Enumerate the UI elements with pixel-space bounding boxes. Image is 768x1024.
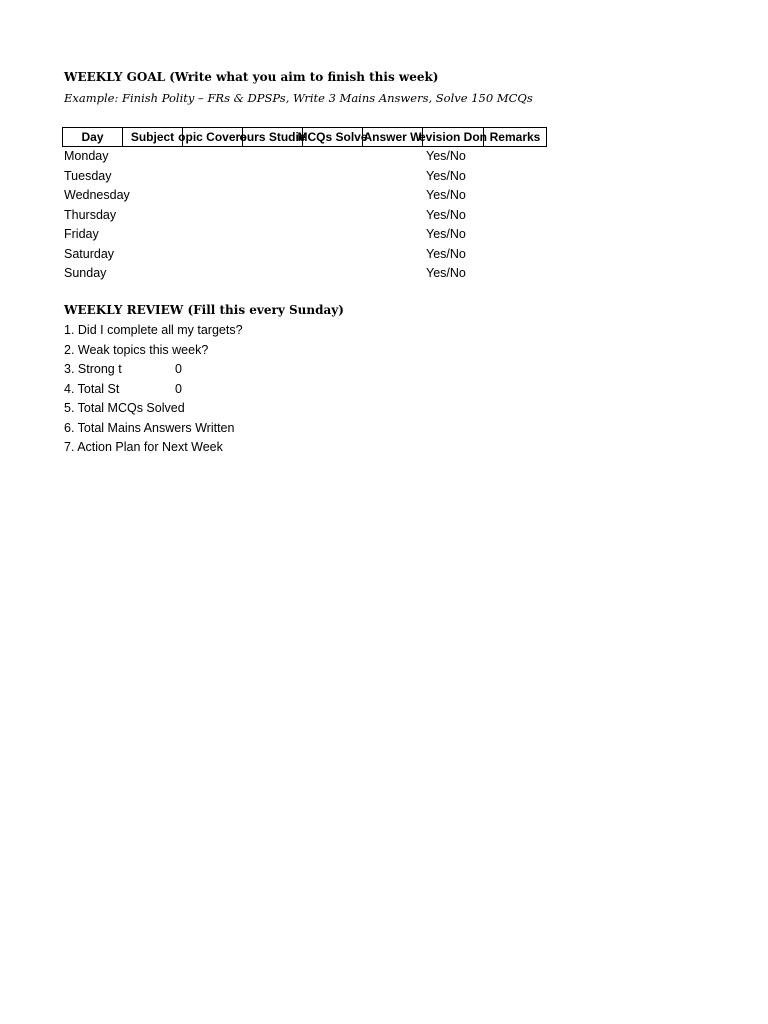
revision-cell[interactable]: Yes/No	[426, 168, 466, 183]
review-item[interactable]	[64, 438, 464, 458]
review-item[interactable]	[64, 419, 464, 439]
header-hours-studied[interactable]: ours Studie	[239, 130, 306, 144]
table-row[interactable]	[64, 206, 544, 226]
weekly-review-title: WEEKLY REVIEW (Fill this every Sunday)	[64, 303, 344, 317]
review-item[interactable]	[64, 360, 464, 380]
day-cell: Sunday	[64, 266, 107, 280]
review-item[interactable]	[64, 399, 464, 419]
table-row[interactable]	[64, 167, 544, 187]
day-cell: Friday	[64, 227, 99, 241]
weekly-goal-example: Example: Finish Polity – FRs & DPSPs, Write 3 Mains Answers, Solve 150 MCQs	[64, 91, 533, 105]
review-question: 6. Total Mains Answers Written	[64, 420, 235, 435]
table-row[interactable]	[64, 245, 544, 265]
revision-cell[interactable]: Yes/No	[426, 246, 466, 261]
day-cell: Saturday	[64, 246, 115, 261]
review-question: 5. Total MCQs Solved	[64, 401, 185, 415]
header-topic-covered[interactable]: opic Covere	[178, 130, 247, 144]
review-question: 1. Did I complete all my targets?	[64, 323, 243, 337]
weekly-review-list	[64, 321, 464, 458]
day-cell: Wednesday	[64, 188, 130, 202]
header-mcqs-solved[interactable]: MCQs Solve	[297, 130, 368, 144]
table-row[interactable]	[64, 147, 544, 167]
day-cell: Thursday	[64, 207, 117, 222]
day-cell: Monday	[64, 149, 109, 163]
header-remarks[interactable]: Remarks	[489, 130, 541, 144]
weekly-goal-title: WEEKLY GOAL (Write what you aim to finish this week)	[64, 70, 439, 84]
review-value[interactable]: 0	[175, 362, 182, 376]
header-revision-done[interactable]: evision Don	[419, 130, 488, 144]
review-item[interactable]	[64, 341, 464, 361]
review-question: 7. Action Plan for Next Week	[64, 440, 223, 454]
revision-cell[interactable]: Yes/No	[426, 188, 466, 202]
header-answer-written[interactable]: Answer W	[363, 130, 422, 144]
revision-cell[interactable]: Yes/No	[426, 207, 466, 222]
revision-cell[interactable]: Yes/No	[426, 266, 466, 280]
review-question: 4. Total St	[64, 381, 120, 396]
review-item[interactable]	[64, 321, 464, 341]
review-value[interactable]: 0	[175, 381, 182, 396]
table-row[interactable]	[64, 225, 544, 245]
day-cell: Tuesday	[64, 168, 112, 183]
revision-cell[interactable]: Yes/No	[426, 149, 466, 163]
review-question: 3. Strong t	[64, 362, 122, 376]
header-day[interactable]: Day	[63, 128, 123, 146]
tracker-header-row	[62, 127, 547, 147]
revision-cell[interactable]: Yes/No	[426, 227, 466, 241]
tracker-rows	[64, 147, 544, 284]
review-question: 2. Weak topics this week?	[64, 342, 209, 357]
table-row[interactable]	[64, 264, 544, 284]
header-subject[interactable]: Subject	[123, 128, 183, 146]
review-item[interactable]	[64, 380, 464, 400]
table-row[interactable]	[64, 186, 544, 206]
